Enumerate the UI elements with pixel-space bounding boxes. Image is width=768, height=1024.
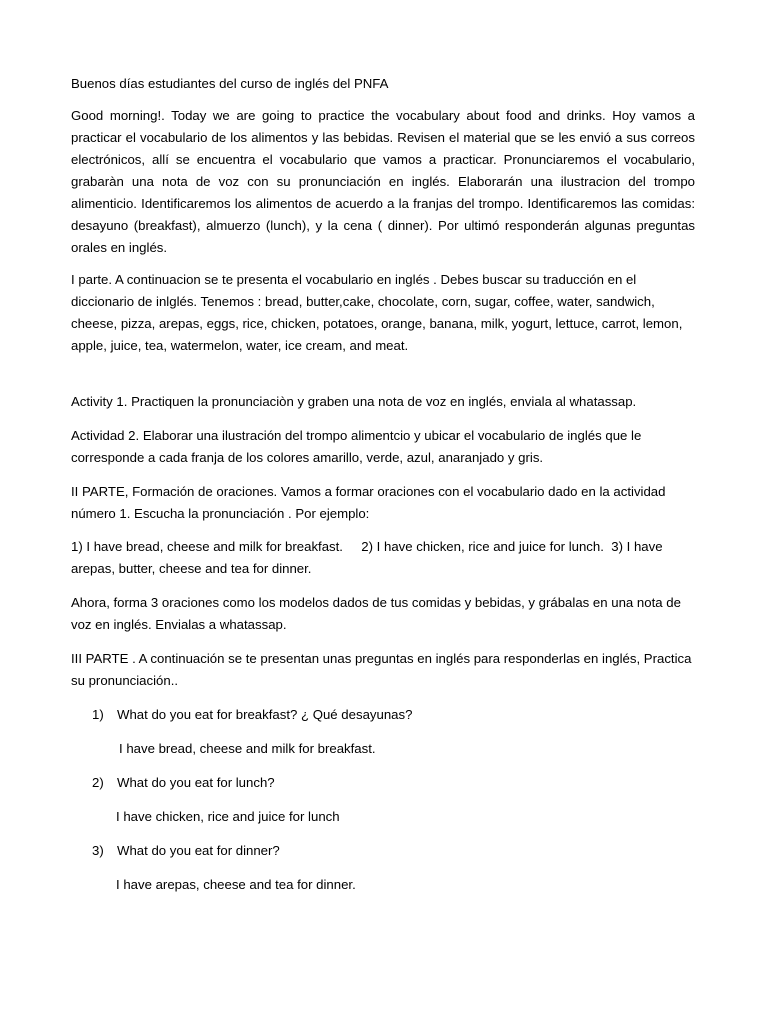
greeting-heading: Buenos días estudiantes del curso de inglés del PNFA bbox=[71, 76, 389, 91]
question-item bbox=[71, 704, 695, 726]
question-text: What do you eat for breakfast? ¿ Qué desayunas? bbox=[117, 707, 413, 722]
part-one-paragraph: I parte. A continuacion se te presenta el vocabulario en inglés . Debes buscar su traducción en el diccionario de inlglés. Tenemos : bread, butter,cake, chocolate, corn, sugar, coffee, water, sandwich, cheese, pizza, arepas, eggs, rice, chicken, potatoes, orange, banana, milk, yogurt, lettuce, carrot, lemon, apple, juice, tea, watermelon, water, ice cream, and meat. bbox=[71, 272, 683, 353]
question-item bbox=[71, 772, 695, 794]
answer-text: I have chicken, rice and juice for lunch bbox=[116, 809, 340, 824]
question-text: What do you eat for dinner? bbox=[117, 843, 280, 858]
document-page bbox=[71, 73, 695, 908]
question-number: 1) bbox=[92, 707, 104, 722]
question-number: 2) bbox=[92, 775, 104, 790]
question-item bbox=[71, 840, 695, 862]
example-sentences: 1) I have bread, cheese and milk for breakfast. 2) I have chicken, rice and juice for lunch. 3) I have arepas, butter, cheese and tea for dinner. bbox=[71, 539, 667, 576]
answer-text: I have bread, cheese and milk for breakfast. bbox=[119, 741, 376, 756]
part-two-paragraph: II PARTE, Formación de oraciones. Vamos a formar oraciones con el vocabulario dado en la actividad número 1. Escucha la pronunciación . Por ejemplo: bbox=[71, 484, 666, 521]
intro-paragraph: Good morning!. Today we are going to practice the vocabulary about food and drinks. Hoy vamos a practicar el vocabulario de los alimentos y las bebidas. Revisen el material que se les envió a sus correos electrónicos, allí se encuentra el vocabulario que vamos a practicar. Pronunciaremos el vocabulario, grabaràn una nota de voz con su pronunciación en inglés. Elaborarán una ilustracion del trompo alimenticio. Identificaremos los alimentos de acuerdo a la franjas del trompo. Identificaremos las comidas: desayuno (breakfast), almuerzo (lunch), y la cena ( dinner). Por ultimó responderán algunas preguntas orales en inglés. bbox=[71, 108, 695, 255]
question-number: 3) bbox=[92, 843, 104, 858]
activity-two-paragraph: Actividad 2. Elaborar una ilustración del trompo alimentcio y ubicar el vocabulario de inglés que le corresponde a cada franja de los colores amarillo, verde, azul, anaranjado y gris. bbox=[71, 428, 642, 465]
instruction-paragraph: Ahora, forma 3 oraciones como los modelos dados de tus comidas y bebidas, y grábalas en una nota de voz en inglés. Envialas a whatassap. bbox=[71, 595, 681, 632]
question-text: What do you eat for lunch? bbox=[117, 775, 275, 790]
answer-text: I have arepas, cheese and tea for dinner. bbox=[116, 877, 356, 892]
activity-one-paragraph: Activity 1. Practiquen la pronunciaciòn y graben una nota de voz en inglés, enviala al whatassap. bbox=[71, 394, 637, 409]
part-three-paragraph: III PARTE . A continuación se te presentan unas preguntas en inglés para responderlas en inglés, Practica su pronunciación.. bbox=[71, 651, 692, 688]
